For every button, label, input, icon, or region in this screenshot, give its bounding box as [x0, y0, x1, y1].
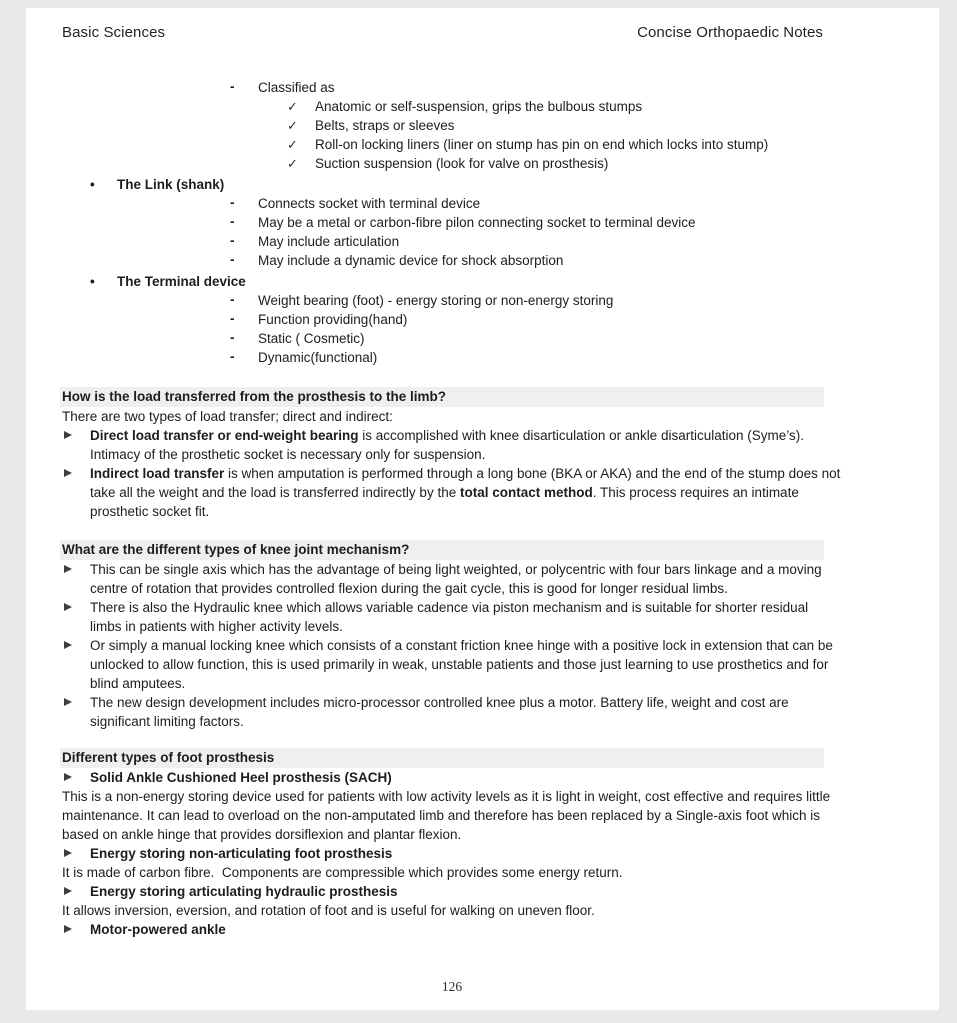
list-item-text: May include a dynamic device for shock absorption	[258, 253, 564, 268]
section-heading: Different types of foot prosthesis	[60, 748, 824, 768]
arrow-bullet-icon	[64, 641, 72, 649]
list-item-text	[90, 770, 392, 785]
list-item-text: The Terminal device	[117, 274, 246, 289]
list-item-arrow	[62, 560, 842, 598]
text-run: is accomplished with knee disarticulation or ankle disarticulation (Syme’s). Intimacy of the prosthetic socket is necessary only for suspension.	[90, 428, 804, 462]
list-item-text	[90, 600, 808, 634]
list-item-text: Belts, straps or sleeves	[315, 118, 455, 133]
round-bullet-icon: •	[90, 274, 95, 289]
page-footer	[62, 979, 842, 995]
list-item-dash	[62, 78, 842, 97]
text-run: . This process requires an intimate prosthetic socket fit.	[90, 485, 799, 519]
bold-text-run: Indirect load transfer	[90, 466, 225, 481]
arrow-bullet-icon	[64, 925, 72, 933]
paragraph	[62, 901, 842, 920]
list-item-dash	[62, 232, 842, 251]
text-run: Or simply a manual locking knee which consists of a constant friction knee hinge with a positive lock in extension that can be unlocked to allow function, this is used primarily in weak, unstable patients and those just learning to use prosthetics and for blind amputees.	[90, 638, 833, 691]
list-item-check	[62, 154, 842, 173]
list-item-dash	[62, 348, 842, 367]
bold-text-run: Energy storing articulating hydraulic prosthesis	[90, 884, 398, 899]
arrow-bullet-icon	[64, 849, 72, 857]
paragraph	[62, 863, 842, 882]
list-item-dash	[62, 251, 842, 270]
list-item-text: Anatomic or self-suspension, grips the bulbous stumps	[315, 99, 643, 114]
list-item-text	[90, 466, 840, 519]
dash-bullet-icon: -	[230, 214, 235, 229]
dash-bullet-icon: -	[230, 233, 235, 248]
list-item-text: Connects socket with terminal device	[258, 196, 481, 211]
list-item-dash	[62, 310, 842, 329]
list-item-text: Roll-on locking liners (liner on stump has pin on end which locks into stump)	[315, 137, 769, 152]
list-item-dash	[62, 291, 842, 310]
document-body	[62, 78, 842, 939]
bold-text-run: Direct load transfer or end-weight bearing	[90, 428, 359, 443]
list-item-text	[90, 846, 392, 861]
dash-bullet-icon: -	[230, 330, 235, 345]
section-heading: What are the different types of knee joint mechanism?	[60, 540, 824, 560]
blank-line	[62, 731, 842, 748]
page-inner	[26, 8, 939, 995]
list-item-check	[62, 135, 842, 154]
list-item-arrow	[62, 598, 842, 636]
round-bullet-icon: •	[90, 177, 95, 192]
list-item-text: May be a metal or carbon-fibre pilon connecting socket to terminal device	[258, 215, 696, 230]
arrow-bullet-icon	[64, 603, 72, 611]
check-icon: ✓	[287, 137, 298, 152]
bold-text-run: Solid Ankle Cushioned Heel prosthesis (SACH)	[90, 770, 392, 785]
list-item-text: Classified as	[258, 80, 335, 95]
text-run: There is also the Hydraulic knee which allows variable cadence via piston mechanism and is suitable for shorter residual limbs in patients with higher activity levels.	[90, 600, 809, 634]
dash-bullet-icon: -	[230, 195, 235, 210]
list-item-dash	[62, 213, 842, 232]
header-book-title: Concise Orthopaedic Notes	[637, 24, 823, 41]
list-item-dash	[62, 329, 842, 348]
dash-bullet-icon: -	[230, 79, 235, 94]
text-run: It is made of carbon fibre. Components are compressible which provides some energy return.	[62, 865, 623, 880]
list-item-text	[90, 562, 822, 596]
list-item-check	[62, 97, 842, 116]
blank-line	[62, 367, 842, 387]
blank-line	[62, 521, 842, 540]
list-item-arrow	[62, 768, 842, 787]
section-heading: How is the load transferred from the prosthesis to the limb?	[60, 387, 824, 407]
list-item-arrow	[62, 636, 842, 693]
dash-bullet-icon: -	[230, 292, 235, 307]
list-item-text: Dynamic(functional)	[258, 350, 378, 365]
text-run: It allows inversion, eversion, and rotation of foot and is useful for walking on uneven floor.	[62, 903, 595, 918]
bold-text-run: Energy storing non-articulating foot prosthesis	[90, 846, 393, 861]
list-item-arrow	[62, 882, 842, 901]
paragraph	[62, 407, 842, 426]
text-run: There are two types of load transfer; direct and indirect:	[62, 409, 393, 424]
page-number: 126	[441, 979, 463, 994]
list-item-text: May include articulation	[258, 234, 400, 249]
list-item-text	[90, 638, 833, 691]
check-icon: ✓	[287, 118, 298, 133]
list-item-arrow	[62, 464, 842, 521]
list-item-text: Weight bearing (foot) - energy storing or non-energy storing	[258, 293, 614, 308]
list-item-check	[62, 116, 842, 135]
list-item-arrow	[62, 693, 842, 731]
document-page	[26, 8, 939, 1010]
list-item-bullet	[62, 272, 842, 291]
list-item-text: Static ( Cosmetic)	[258, 331, 365, 346]
page-header	[62, 24, 823, 41]
list-item-text	[90, 695, 789, 729]
list-item-arrow	[62, 426, 842, 464]
list-item-text	[90, 922, 226, 937]
list-item-arrow	[62, 844, 842, 863]
list-item-arrow	[62, 920, 842, 939]
arrow-bullet-icon	[64, 565, 72, 573]
dash-bullet-icon: -	[230, 349, 235, 364]
arrow-bullet-icon	[64, 887, 72, 895]
check-icon: ✓	[287, 99, 298, 114]
list-item-text: The Link (shank)	[117, 177, 225, 192]
list-item-text: Function providing(hand)	[258, 312, 408, 327]
bold-text-run: total contact method	[459, 485, 593, 500]
text-run: This is a non-energy storing device used for patients with low activity levels as it is light in weight, cost effective and requires little maintenance. It can lead to overload on the non-amputated limb and therefore has been replaced by a Single-axis foot which is based on ankle hinge that provides dorsiflexion and plantar flexion.	[62, 789, 834, 842]
dash-bullet-icon: -	[230, 252, 235, 267]
paragraph	[62, 787, 842, 844]
arrow-bullet-icon	[64, 773, 72, 781]
check-icon: ✓	[287, 156, 298, 171]
list-item-text	[90, 884, 398, 899]
list-item-bullet	[62, 175, 842, 194]
arrow-bullet-icon	[64, 431, 72, 439]
header-section-title: Basic Sciences	[62, 24, 166, 41]
text-run: The new design development includes micro-processor controlled knee plus a motor. Battery life, weight and cost are significant limiting factors.	[90, 695, 789, 729]
bold-text-run: Motor-powered ankle	[90, 922, 226, 937]
list-item-text	[90, 428, 804, 462]
arrow-bullet-icon	[64, 469, 72, 477]
list-item-dash	[62, 194, 842, 213]
list-item-text: Suction suspension (look for valve on prosthesis)	[315, 156, 609, 171]
text-run: is when amputation is performed through a long bone (BKA or AKA) and the end of the stump does not take all the weight and the load is transferred indirectly by the	[90, 466, 841, 500]
arrow-bullet-icon	[64, 698, 72, 706]
text-run: This can be single axis which has the advantage of being light weighted, or polycentric with four bars linkage and a moving centre of rotation that provides controlled flexion during the gait cycle, this is good for longer residual limbs.	[90, 562, 822, 596]
dash-bullet-icon: -	[230, 311, 235, 326]
